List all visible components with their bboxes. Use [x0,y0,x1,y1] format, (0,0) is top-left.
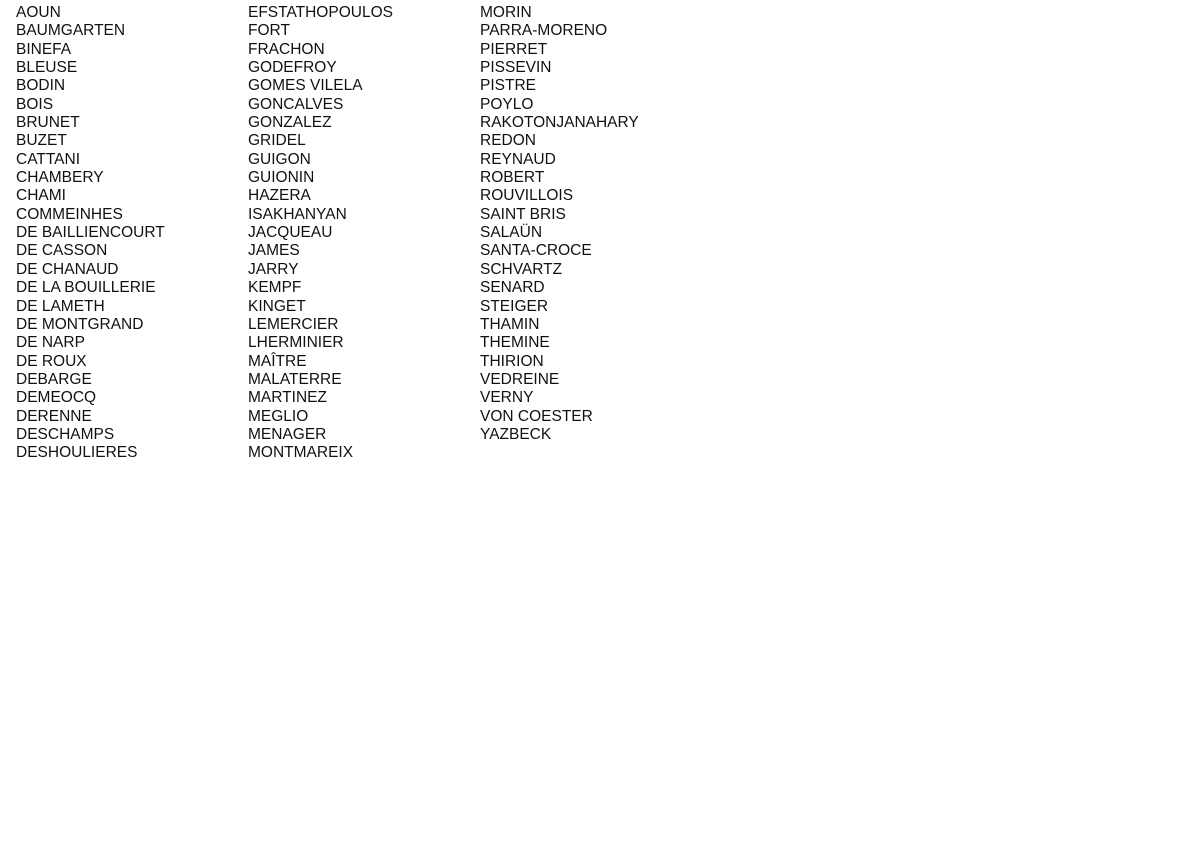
name-entry: BAUMGARTEN [16,22,126,40]
name-entry: DEMEOCQ [16,389,97,407]
name-entry: BRUNET [16,114,80,132]
name-entry: FRACHON [248,40,325,58]
name-entry: VEDREINE [480,370,560,388]
name-entry: JARRY [248,260,299,278]
name-entry: FORT [248,22,290,40]
name-entry: MENAGER [248,425,327,443]
name-entry: ROUVILLOIS [480,187,574,205]
name-entry: DE NARP [16,334,85,352]
name-entry: DE MONTGRAND [16,315,144,333]
name-entry: CHAMI [16,187,66,205]
name-entry: GONZALEZ [248,114,332,132]
name-entry: AOUN [16,4,61,21]
name-entry: MONTMAREIX [248,444,354,462]
name-entry: DE ROUX [16,352,87,370]
name-entry: RAKOTONJANAHARY [480,114,639,132]
name-entry: BODIN [16,77,66,95]
name-entry: MAÎTRE [248,352,307,370]
name-entry: POYLO [480,95,534,113]
name-entry: DE LAMETH [16,297,105,315]
name-entry: COMMEINHES [16,205,123,223]
name-entry: GODEFROY [248,59,337,77]
name-entry: PIERRET [480,40,548,58]
name-column-3 [480,4,639,444]
name-entry: PISTRE [480,77,536,95]
name-entry: SCHVARTZ [480,260,563,278]
name-entry: DE CASSON [16,242,108,260]
name-entry: THAMIN [480,315,540,333]
name-entry: DE LA BOUILLERIE [16,279,156,297]
name-entry: KINGET [248,297,306,315]
name-entry: SAINT BRIS [480,205,566,223]
name-entry: MEGLIO [248,407,309,425]
name-entry: JAMES [248,242,300,260]
name-entry: SENARD [480,279,545,297]
name-entry: DERENNE [16,407,92,425]
name-entry: DE BAILLIENCOURT [16,224,165,242]
name-entry: PARRA-MORENO [480,22,608,40]
name-entry: LEMERCIER [248,315,339,333]
name-entry: ROBERT [480,169,545,187]
name-entry: YAZBECK [480,425,552,443]
name-entry: SALAÜN [480,224,543,242]
name-entry: SANTA-CROCE [480,242,592,260]
name-entry: MARTINEZ [248,389,327,407]
name-entry: DESCHAMPS [16,425,115,443]
name-entry: BLEUSE [16,59,78,77]
name-entry: BOIS [16,95,54,113]
name-entry: STEIGER [480,297,549,315]
name-entry: MALATERRE [248,370,342,388]
name-entry: EFSTATHOPOULOS [248,4,393,21]
name-column-1 [16,4,165,463]
name-entry: VERNY [480,389,534,407]
name-entry: GUIGON [248,150,311,168]
name-entry: GONCALVES [248,95,344,113]
name-entry: JACQUEAU [248,224,333,242]
name-entry: REYNAUD [480,150,556,168]
name-entry: ISAKHANYAN [248,205,347,223]
name-entry: MORIN [480,4,532,21]
name-entry: REDON [480,132,536,150]
name-entry: GOMES VILELA [248,77,363,95]
name-entry: CATTANI [16,150,81,168]
name-entry: THIRION [480,352,544,370]
name-entry: GUIONIN [248,169,315,187]
name-entry: BUZET [16,132,67,150]
name-entry: CHAMBERY [16,169,104,187]
name-entry: VON COESTER [480,407,593,425]
name-entry: BINEFA [16,40,72,58]
name-entry: DE CHANAUD [16,260,119,278]
name-entry: DEBARGE [16,370,92,388]
name-entry: GRIDEL [248,132,306,150]
name-entry: PISSEVIN [480,59,552,77]
name-entry: THEMINE [480,334,550,352]
name-entry: LHERMINIER [248,334,344,352]
name-entry: HAZERA [248,187,311,205]
name-entry: KEMPF [248,279,302,297]
name-column-2 [248,4,393,463]
name-entry: DESHOULIERES [16,444,138,462]
